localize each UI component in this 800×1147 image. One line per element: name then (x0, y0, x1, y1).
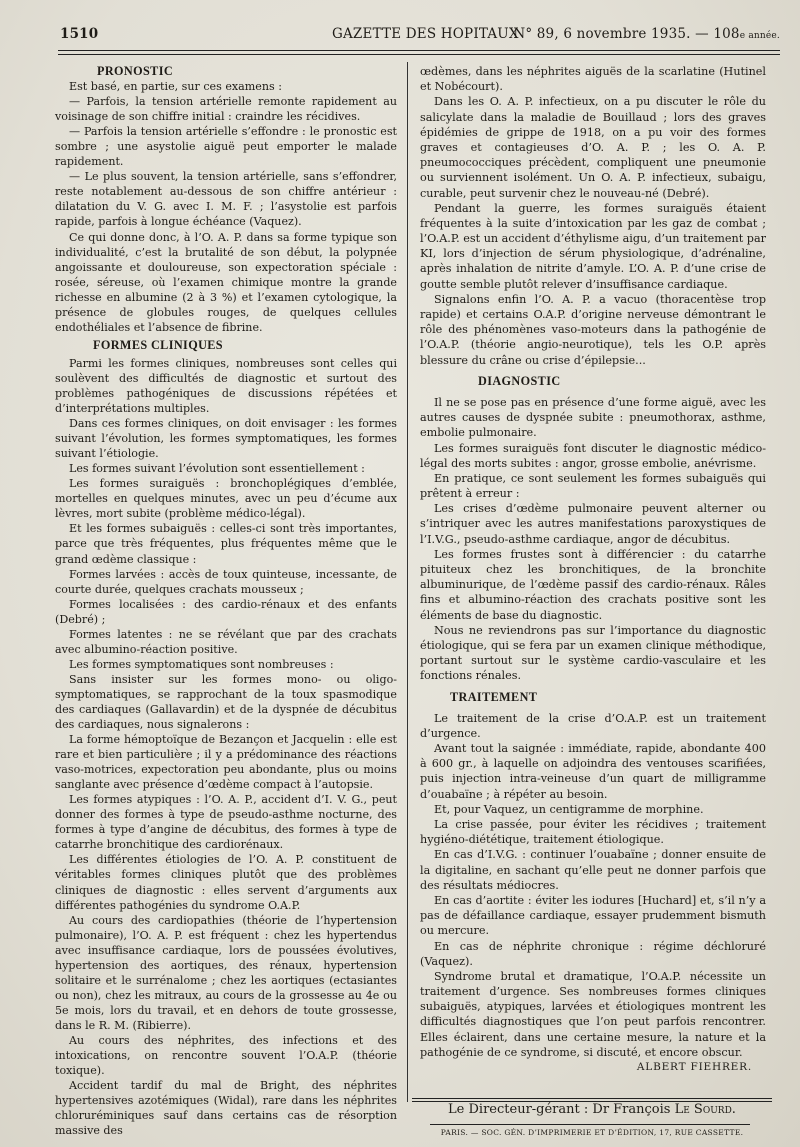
paragraph: Formes localisées : des cardio-rénaux et des enfants (Debré) ; (55, 597, 397, 626)
left-column (55, 64, 397, 1138)
paragraph: La forme hémoptoïque de Bezançon et Jacquelin : elle est rare et bien particulière ; il y a prédominance des réactions vaso-motrices, expectoration peu abondante, plus ou moins sanglante avec présence d’œdème compact à l’autopsie. (55, 733, 397, 792)
paragraph: Les formes atypiques : l’O. A. P., accident d’I. V. G., peut donner des formes à type de pseudo-asthme nocturne, des formes à type d’angine de décubitus, des formes à type de catarrhe bronchitique des cardiorénaux. (55, 793, 397, 852)
paragraph: œdèmes, dans les néphrites aiguës de la scarlatine (Hutinel et Nobécourt). (420, 65, 766, 94)
right-column (420, 64, 766, 1075)
paragraph: Accident tardif du mal de Bright, des néphrites hypertensives azotémiques (Widal), rare dans les néphrites chloruréminiques sauf dans certains cas de résorption massive des (55, 1079, 397, 1138)
paragraph: Parmi les formes cliniques, nombreuses sont celles qui soulèvent des difficultés de diagnostic et surtout des problèmes pathogéniques de discussions répétées et d’interprétations multiples. (55, 356, 397, 416)
paragraph: Et les formes subaiguës : celles-ci sont très importantes, parce que très fréquentes, plus fréquentes même que le grand œdème classique : (55, 522, 397, 566)
paragraph: Formes larvées : accès de toux quinteuse, incessante, de courte durée, quelques crachats mousseux ; (55, 567, 397, 596)
author-signature: ALBERT FIEHRER. (636, 1061, 752, 1073)
paragraph: — Parfois, la tension artérielle remonte rapidement au voisinage de son chiffre initial : craindre les récidives. (55, 95, 397, 124)
section-heading-diagnostic: DIAGNOSTIC (478, 373, 561, 388)
paragraph: Les formes suraiguës : bronchoplégiques d’emblée, mortelles en quelques minutes, avec un peu d’écume aux lèvres, mort subite (problème médico-légal). (55, 477, 397, 521)
paragraph: Au cours des cardiopathies (théorie de l’hypertension pulmonaire), l’O. A. P. est fréquent : chez les hypertendus avec insuffisance cardiaque, lors de poussées évolutives, hypertension des aortiques, des rénaux, hypertension solitaire et le surrénalome ; chez les aortiques (ectasiantes ou non), chez les mitraux, au cours de la grossesse au 4e ou 5e mois, lors du travail, et en dehors de toute grossesse, dans le R. M. (Ribierre). (55, 913, 397, 1032)
paragraph: Dans ces formes cliniques, on doit envisager : les formes suivant l’évolution, les formes symptomatiques, les formes suivant l’étiologie. (55, 417, 397, 461)
paragraph: Les formes suraiguës font discuter le diagnostic médico-légal des morts subites : angor, grosse embolie, anévrisme. (420, 441, 766, 470)
paragraph: Il ne se pose pas en présence d’une forme aiguë, avec les autres causes de dyspnée subite : pneumothorax, asthme, embolie pulmonaire. (420, 395, 766, 440)
paragraph: En cas d’aortite : éviter les iodures [Huchard] et, s’il n’y a pas de défaillance cardiaque, essayer prudemment bismuth ou mercure. (420, 893, 766, 938)
paragraph: Signalons enfin l’O. A. P. a vacuo (thoracentèse trop rapide) et certains O.A.P. d’origine nerveuse démontrant le rôle des phénomènes vaso-moteurs dans la pathogénie de l’O.A.P. (théorie angio-neurotique), tels les O.P. après blessure du crâne ou crise d’épilepsie... (420, 292, 766, 367)
paragraph: Pendant la guerre, les formes suraiguës étaient fréquentes à la suite d’intoxication par les gaz de combat ; l’O.A.P. est un accident d’éthylisme aigu, d’un traitement par KI, lors d’injection de sérum physiologique, d’adrénaline, après inhalation de nitrite d’amyle. L’O. A. P. d’une crise de goutte semble plutôt relever d’insuffisance cardiaque. (420, 201, 766, 291)
paragraph: En pratique, ce sont seulement les formes subaiguës qui prêtent à erreur : (420, 471, 766, 501)
paragraph: Les formes frustes sont à différencier : du catarrhe pituiteux chez les bronchitiques, de la bronchite albuminurique, de l’œdème passif des cardio-rénaux. Râles fins et albumino-réaction des crachats positive sont les éléments de base du diagnostic. (420, 547, 766, 622)
journal-title: GAZETTE DES HOPITAUX (332, 26, 519, 42)
header-rule-thin (58, 54, 780, 55)
section-heading-traitement: TRAITEMENT (450, 689, 538, 704)
page-number: 1510 (60, 26, 99, 42)
footer-rule-bottom (430, 1124, 750, 1125)
paragraph: Les formes symptomatiques sont nombreuses : (69, 657, 334, 671)
column-divider (407, 62, 408, 1102)
footer-rule-thick (412, 1098, 772, 1099)
paragraph: Avant tout la saignée : immédiate, rapide, abondante 400 à 600 gr., à laquelle on adjoindra des ventouses scarifiées, puis injection intra-veineuse d’un quart de milligramme d’ouabaïne ; à répéter au besoin. (420, 742, 766, 801)
paragraph: Les formes suivant l’évolution sont essentiellement : (69, 462, 365, 476)
director-prefix: Le Directeur-gérant : Dr François (448, 1102, 675, 1117)
paragraph: Le traitement de la crise d’O.A.P. est un traitement d’urgence. (420, 711, 766, 740)
paragraph: Dans les O. A. P. infectieux, on a pu discuter le rôle du salicylate dans la maladie de Bouillaud ; lors des graves épidémies de grippe de 1918, on a pu voir des formes graves et contagieuses d’O. A. P. ; les O. A. P. pneumococciques précèdent, compliquent une pneumonie ou surviennent isolément. Un O. A. P. infectieux, subaigu, curable, peut survenir chez le nouveau-né (Debré). (420, 95, 766, 200)
paragraph: — Le plus souvent, la tension artérielle, sans s’effondrer, reste notablement au-dessous de son chiffre antérieur : dilatation du V. G. avec I. M. F. ; l’asystolie est parfois rapide, parfois à longue échéance (Vaquez). (55, 170, 397, 229)
header-rule-thick (58, 50, 780, 51)
paragraph: La crise passée, pour éviter les récidives ; traitement hygiéno-diététique, traitement étiologique. (420, 818, 766, 847)
issue-info (513, 26, 780, 42)
director-name: Le Sourd. (674, 1102, 736, 1117)
paragraph: En cas de néphrite chronique : régime déchloruré (Vaquez). (420, 939, 766, 968)
issue-year-suffix: e année. (739, 31, 780, 41)
paragraph: Sans insister sur les formes mono- ou oligo-symptomatiques, se rapprochant de la toux spasmodique des cardiaques (Gallavardin) et de la dyspnée de décubitus des cardiaques, nous signalerons : (55, 672, 397, 732)
paragraph: Les différentes étiologies de l’O. A. P. constituent de véritables formes cliniques plutôt que des problèmes cliniques de diagnostic : elles servent d’arguments aux différentes pathogénies du syndrome O.A.P. (55, 853, 397, 912)
paragraph: Et, pour Vaquez, un centigramme de morphine. (434, 802, 704, 816)
paragraph: Ce qui donne donc, à l’O. A. P. dans sa forme typique son individualité, c’est la brutalité de son début, la polypnée angoissante et douloureuse, son expectoration spéciale : rosée, séreuse, où l’examen chimique montre la grande richesse en albumine (2 à 3 %) et l’examen cytologique, la présence de globules rouges, de quelques cellules endothéliales et l’absence de fibrine. (55, 230, 397, 334)
paragraph: — Parfois la tension artérielle s’effondre : le pronostic est sombre ; une asystolie aiguë peut emporter le malade rapidement. (55, 125, 397, 169)
paragraph: Nous ne reviendrons pas sur l’importance du diagnostic étiologique, qui se fera par un examen clinique méthodique, portant surtout sur le système cardio-vasculaire et les fonctions rénales. (420, 623, 766, 683)
paragraph: Formes latentes : ne se révélant que par des crachats avec albumino-réaction positive. (55, 627, 397, 656)
paragraph: Au cours des néphrites, des infections et des intoxications, on rencontre souvent l’O.A.P. (théorie toxique). (55, 1034, 397, 1078)
paragraph: En cas d’I.V.G. : continuer l’ouabaïne ; donner ensuite de la digitaline, en sachant qu’elle peut ne donner parfois que des résultats médiocres. (420, 848, 766, 892)
section-heading-formes-cliniques: FORMES CLINIQUES (93, 337, 223, 352)
section-heading-pronostic: PRONOSTIC (97, 64, 174, 78)
paragraph: Syndrome brutal et dramatique, l’O.A.P. nécessite un traitement d’urgence. Ses nombreuses formes cliniques subaiguës, atypiques, larvées et étiologiques montrent les difficultés diagnostiques que l’on peut parfois rencontrer. Elles éclairent, dans une certaine mesure, la nature et la pathogénie de ce syndrome, si discuté, et encore obscur. (420, 969, 766, 1059)
printer-imprint: PARIS. — SOC. GÉN. D’IMPRIMERIE ET D’ÉDITION, 17, RUE CASSETTE. (440, 1128, 744, 1137)
page-header (60, 26, 780, 48)
director-line (412, 1100, 772, 1120)
paragraph: Les crises d’œdème pulmonaire peuvent alterner ou s’intriquer avec les autres manifestations paroxystiques de l’I.V.G., pseudo-asthme cardiaque, angor de décubitus. (420, 502, 766, 546)
paragraph: Est basé, en partie, sur ces examens : (69, 80, 282, 94)
issue-date: N° 89, 6 novembre 1935. — 108 (513, 26, 740, 42)
